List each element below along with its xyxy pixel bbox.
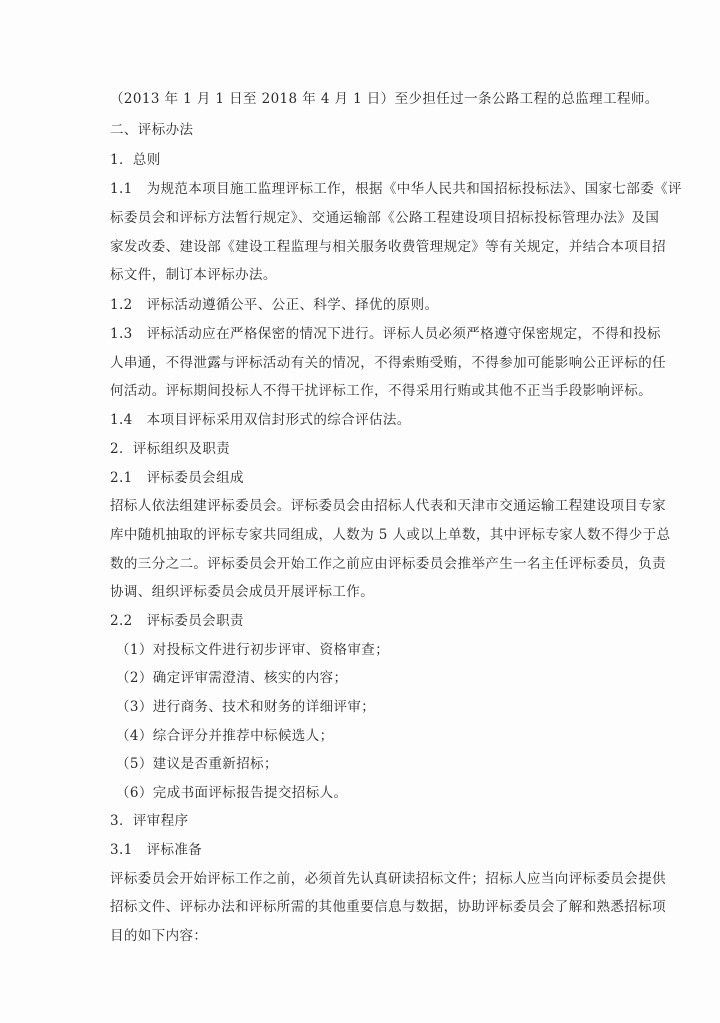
text-line: （2013 年 1 月 1 日至 2018 年 4 月 1 日）至少担任过一条公路工程的总监理工程师。 (110, 91, 659, 107)
paragraph-line: 1.3 评标活动应在严格保密的情况下进行。评标人员必须严格遵守保密规定，不得和投标 (110, 326, 661, 342)
paragraph-line: 招标文件、评标办法和评标所需的其他重要信息与数据，协助评标委员会了解和熟悉招标项 (110, 899, 666, 915)
subsection-heading: 1．总则 (110, 152, 161, 168)
list-item: （3）进行商务、技术和财务的详细评审； (116, 699, 376, 715)
list-item: （6）完成书面评标报告提交招标人。 (116, 785, 348, 801)
paragraph-line: 家发改委、建设部《建设工程监理与相关服务收费管理规定》等有关规定，并结合本项目招 (110, 239, 666, 255)
paragraph-line: 1.1 为规范本项目施工监理评标工作，根据《中华人民共和国招标投标法》、国家七部委《评 (110, 181, 682, 197)
list-item: （4）综合评分并推荐中标候选人； (116, 728, 334, 744)
subsection-heading: 3.1 评标准备 (110, 842, 203, 858)
list-item: （2）确定评审需澄清、核实的内容； (116, 670, 348, 686)
section-heading: 二、评标办法 (110, 122, 194, 138)
list-item: （5）建议是否重新招标； (116, 756, 278, 772)
paragraph-line: 标委员会和评标方法暂行规定》、交通运输部《公路工程建设项目招标投标管理办法》及国 (110, 210, 660, 226)
subsection-heading: 2.2 评标委员会职责 (110, 613, 244, 629)
paragraph-line: 招标人依法组建评标委员会。评标委员会由招标人代表和天津市交通运输工程建设项目专家 (110, 498, 666, 514)
paragraph-line: 何活动。评标期间投标人不得干扰评标工作，不得采用行贿或其他不正当手段影响评标。 (110, 383, 653, 399)
paragraph-line: 目的如下内容： (110, 928, 208, 944)
paragraph-line: 评标委员会开始评标工作之前，必须首先认真研读招标文件；招标人应当向评标委员会提供 (110, 871, 666, 887)
list-item: （1）对投标文件进行初步评审、资格审查； (116, 642, 390, 658)
paragraph-line: 1.2 评标活动遵循公平、公正、科学、择优的原则。 (110, 297, 439, 313)
paragraph-line: 1.4 本项目评标采用双信封形式的综合评估法。 (110, 412, 411, 428)
subsection-heading: 2．评标组织及职责 (110, 441, 231, 457)
paragraph-line: 数的三分之二。评标委员会开始工作之前应由评标委员会推举产生一名主任评标委员，负责 (110, 556, 666, 572)
paragraph-line: 协调、组织评标委员会成员开展评标工作。 (110, 584, 375, 600)
subsection-heading: 2.1 评标委员会组成 (110, 470, 244, 486)
paragraph-line: 标文件，制订本评标办法。 (110, 267, 277, 283)
subsection-heading: 3．评审程序 (110, 813, 189, 829)
paragraph-line: 人串通，不得泄露与评标活动有关的情况，不得索贿受贿，不得参加可能影响公正评标的任 (110, 355, 666, 371)
paragraph-line: 库中随机抽取的评标专家共同组成，人数为 5 人或以上单数，其中评标专家人数不得少于总 (110, 527, 671, 543)
